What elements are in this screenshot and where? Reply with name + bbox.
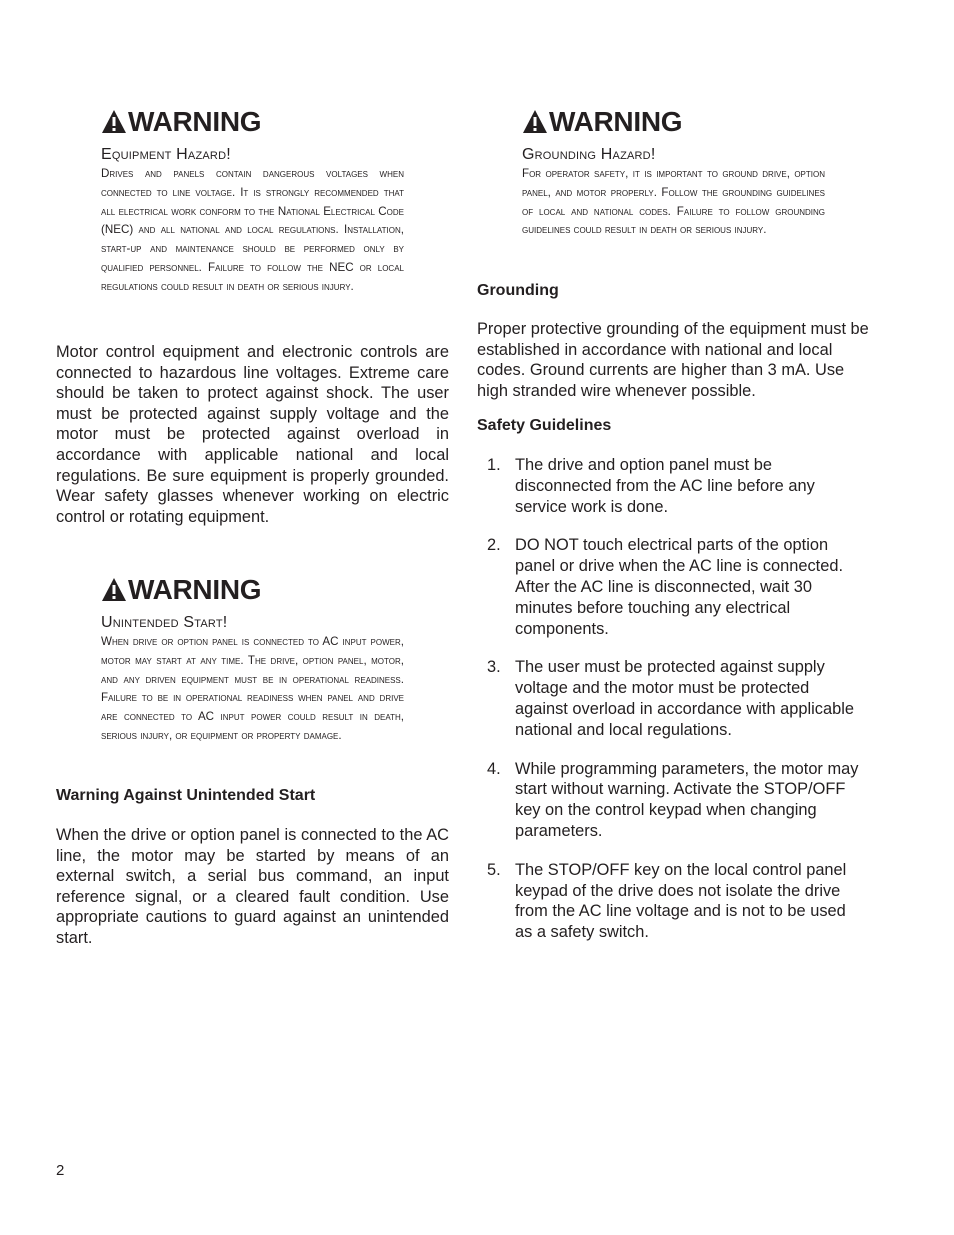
warning-box-grounding-hazard [522, 103, 825, 240]
hazard-text: For operator safety, it is important to ground drive, option panel, and motor properly. Follow the grounding guidelines of local and national codes. Failure to follow grounding guidelines could result in death or serious injury. [522, 167, 825, 237]
grounding-paragraph: Proper protective grounding of the equipment must be established in accordance with national and local codes. Ground currents are higher than 3 mA. Use high stranded wire whenever possible. [477, 320, 869, 400]
warning-title: WARNING [128, 106, 262, 137]
warning-triangle-icon [101, 577, 127, 602]
list-item-number: 5. [487, 860, 501, 879]
unintended-start-heading: Warning Against Unintended Start [56, 787, 316, 804]
list-item-text: The drive and option panel must be disconnected from the AC line before any service work is done. [515, 456, 815, 516]
safety-guidelines-list [477, 455, 860, 961]
list-item-text: The STOP/OFF key on the local control panel keypad of the drive does not isolate the drive from the AC line voltage and is not to be used as a safety switch. [515, 860, 847, 942]
hazard-title: Equipment Hazard! [101, 146, 231, 163]
hazard-title: Grounding Hazard! [522, 146, 656, 163]
hazard-text: Drives and panels contain dangerous voltages when connected to line voltage. It is strongly recommended that all electrical work conform to the National Electrical Code (NEC) and all national and local regulations. Installation, start-up and maintenance should be performed only by qualified personnel. Failure to follow the NEC or local regulations could result in death or serious injury. [101, 167, 404, 293]
page-number: 2 [56, 1162, 65, 1179]
warning-box-unintended-start [101, 571, 404, 746]
list-item-number: 4. [487, 759, 501, 778]
warning-box-equipment-hazard [101, 103, 404, 297]
warning-header [522, 103, 825, 137]
warning-header [101, 571, 404, 605]
warning-title: WARNING [549, 106, 683, 137]
warning-title: WARNING [128, 574, 262, 605]
grounding-heading: Grounding [477, 282, 559, 299]
safety-guidelines-heading: Safety Guidelines [477, 417, 612, 434]
list-item-number: 2. [487, 536, 501, 555]
list-item-text: While programming parameters, the motor may start without warning. Activate the STOP/OFF key on the control keypad when changing parameters. [515, 759, 859, 840]
list-item [477, 535, 860, 639]
list-item-text: The user must be protected against supply voltage and the motor must be protected against overload in accordance with applicable national and local regulations. [515, 658, 854, 739]
warning-triangle-icon [101, 109, 127, 134]
intro-paragraph: Motor control equipment and electronic controls are connected to hazardous line voltages. Extreme care should be taken to protect against shock. The user must be protected against supply voltage and the motor must be protected against overload in accordance with applicable national and local regulations. Be sure equipment is properly grounded. Wear safety glasses whenever working on electric control or rotating equipment. [56, 343, 449, 526]
unintended-start-paragraph: When the drive or option panel is connected to the AC line, the motor may be started by means of an external switch, a serial bus command, an input reference signal, or a cleared fault condition. Use appropriate cautions to guard against an unintended start. [56, 826, 449, 947]
warning-header [101, 103, 404, 137]
list-item [477, 860, 860, 943]
list-item [477, 759, 860, 842]
list-item-number: 3. [487, 658, 501, 677]
list-item-number: 1. [487, 456, 501, 474]
warning-triangle-icon [522, 109, 548, 134]
hazard-text: When drive or option panel is connected to AC input power, motor may start at any time. The drive, option panel, motor, and any driven equipment must be in operational readiness. Failure to be in operational readiness when panel and drive are connected to AC input power could result in death, serious injury, or equipment or property damage. [101, 635, 404, 742]
list-item [477, 657, 860, 740]
list-item [477, 455, 860, 517]
list-item-text: DO NOT touch electrical parts of the option panel or drive when the AC line is connected. After the AC line is disconnected, wait 30 minutes before touching any electrical components. [515, 536, 844, 638]
hazard-title: Unintended Start! [101, 614, 228, 631]
